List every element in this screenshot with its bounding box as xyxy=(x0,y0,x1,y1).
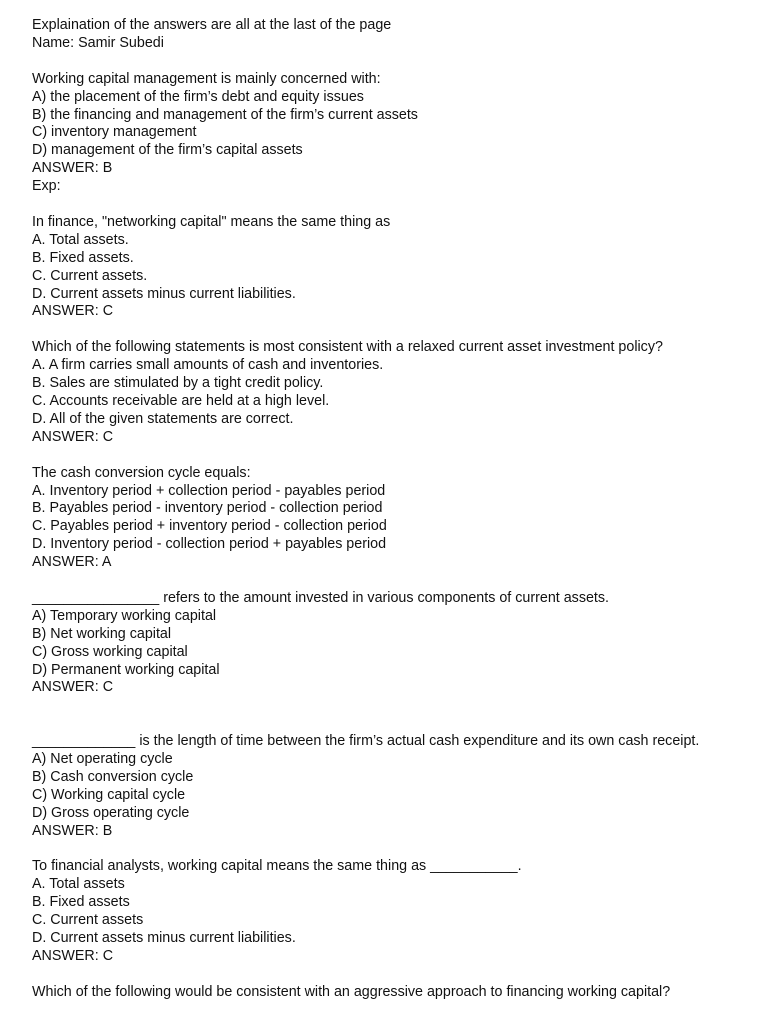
option-a: A. A firm carries small amounts of cash and inventories. xyxy=(32,357,384,374)
option-c: C. Current assets. xyxy=(32,267,148,284)
option-b: B. Fixed assets. xyxy=(32,249,134,266)
document-header xyxy=(32,17,748,53)
option-d: D. Inventory period - collection period + payables period xyxy=(32,536,387,553)
question-block-6 xyxy=(32,733,748,840)
option-c: C) Gross working capital xyxy=(32,643,188,660)
answer-text: ANSWER: B xyxy=(32,160,113,177)
option-d: D. Current assets minus current liabilities. xyxy=(32,930,296,947)
option-d: D. Current assets minus current liabilities. xyxy=(32,285,296,302)
option-b: B. Payables period - inventory period - collection period xyxy=(32,500,383,517)
option-a: A. Total assets. xyxy=(32,231,129,248)
question-text: _____________ is the length of time between the firm’s actual cash expenditure and its own cash receipt. xyxy=(32,733,700,750)
option-c: C) inventory management xyxy=(32,124,197,141)
question-block-1 xyxy=(32,71,748,196)
question-block-4 xyxy=(32,465,748,572)
option-a: A) Net operating cycle xyxy=(32,751,173,768)
answer-text: ANSWER: C xyxy=(32,303,114,320)
option-d: D. All of the given statements are correct. xyxy=(32,410,294,427)
option-b: B) the financing and management of the firm’s current assets xyxy=(32,106,418,123)
question-text: In finance, "networking capital" means the same thing as xyxy=(32,213,391,230)
question-block-3 xyxy=(32,339,748,446)
option-a: A) Temporary working capital xyxy=(32,607,217,624)
option-c: C. Accounts receivable are held at a high level. xyxy=(32,392,330,409)
question-block-7 xyxy=(32,858,748,965)
option-b: B) Cash conversion cycle xyxy=(32,768,194,785)
option-d: D) Gross operating cycle xyxy=(32,804,190,821)
answer-text: ANSWER: C xyxy=(32,428,114,445)
option-c: C) Working capital cycle xyxy=(32,786,186,803)
option-b: B) Net working capital xyxy=(32,625,172,642)
answer-text: ANSWER: A xyxy=(32,554,112,571)
option-c: C. Payables period + inventory period - collection period xyxy=(32,518,387,535)
option-c: C. Current assets xyxy=(32,912,144,929)
question-text: Which of the following statements is most consistent with a relaxed current asset investment policy? xyxy=(32,339,663,356)
option-a: A. Total assets xyxy=(32,876,125,893)
option-b: B. Fixed assets xyxy=(32,894,130,911)
question-block-8 xyxy=(32,984,748,1002)
option-a: A) the placement of the firm’s debt and equity issues xyxy=(32,88,364,105)
answer-text: ANSWER: C xyxy=(32,948,114,965)
question-block-2 xyxy=(32,214,748,321)
option-d: D) Permanent working capital xyxy=(32,661,220,678)
option-b: B. Sales are stimulated by a tight credit policy. xyxy=(32,375,324,392)
explanation-label: Exp: xyxy=(32,178,61,195)
question-text: Which of the following would be consistent with an aggressive approach to financing working capital? xyxy=(32,983,671,1000)
question-text: To financial analysts, working capital means the same thing as ___________. xyxy=(32,858,522,875)
question-text: Working capital management is mainly concerned with: xyxy=(32,70,381,87)
question-block-5 xyxy=(32,590,748,697)
author-name: Name: Samir Subedi xyxy=(32,34,164,51)
option-a: A. Inventory period + collection period - payables period xyxy=(32,482,386,499)
option-d: D) management of the firm’s capital assets xyxy=(32,142,303,159)
explanation-note: Explaination of the answers are all at the last of the page xyxy=(32,17,392,33)
answer-text: ANSWER: C xyxy=(32,679,114,696)
question-text: ________________ refers to the amount invested in various components of current assets. xyxy=(32,589,610,606)
question-text: The cash conversion cycle equals: xyxy=(32,464,251,481)
answer-text: ANSWER: B xyxy=(32,822,113,839)
